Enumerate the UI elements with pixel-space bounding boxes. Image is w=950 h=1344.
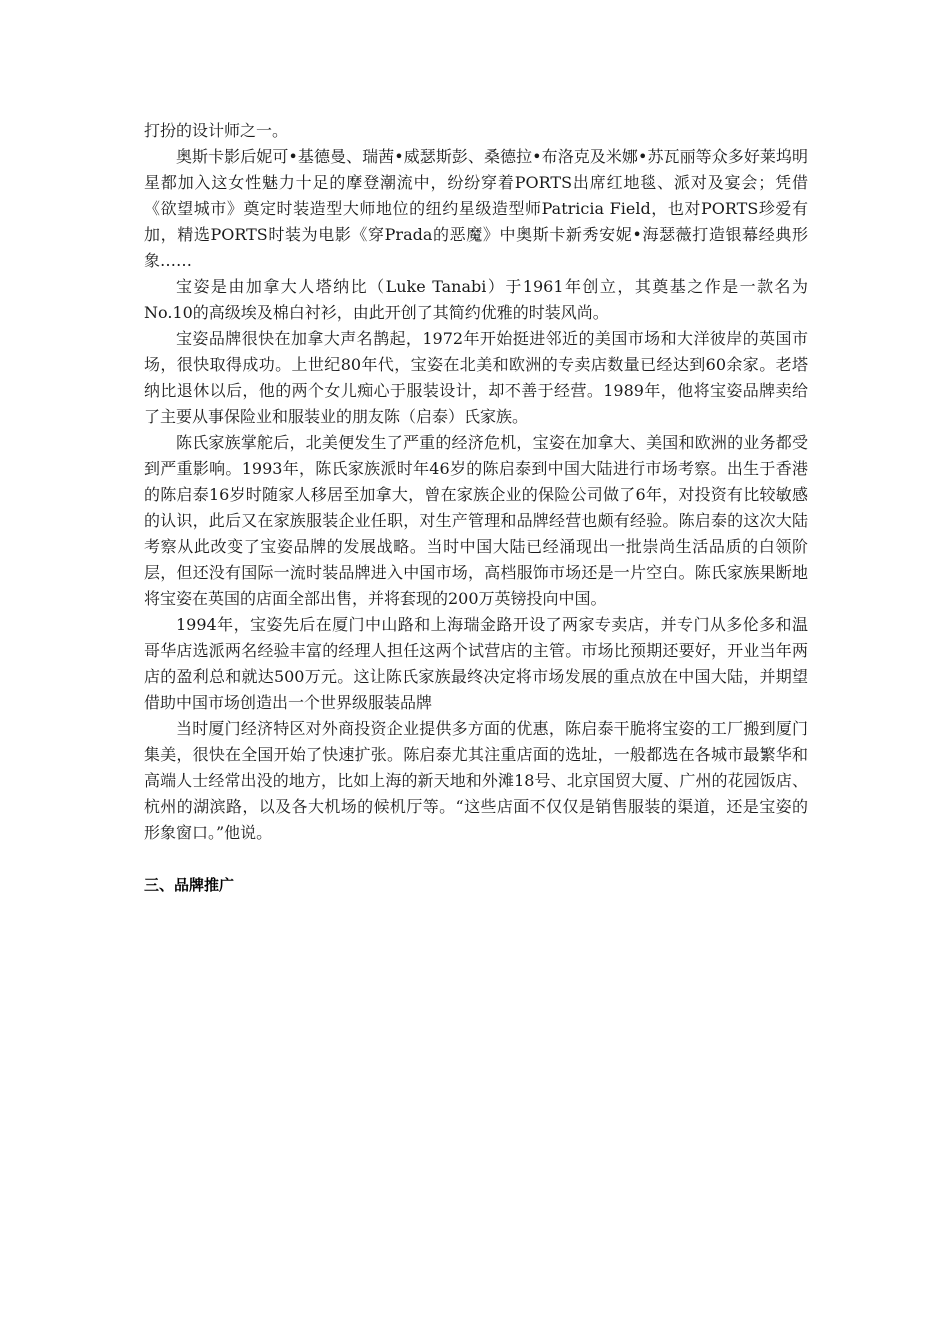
paragraph-founding: 宝姿是由加拿大人塔纳比（Luke Tanabi）于1961年创立，其奠基之作是一款名为No.10的高级埃及棉白衬衫，由此开创了其简约优雅的时装风尚。: [144, 277, 808, 322]
paragraph-early-growth: 宝姿品牌很快在加拿大声名鹊起，1972年开始挺进邻近的美国市场和大洋彼岸的英国市场，很快取得成功。上世纪80年代，宝姿在北美和欧洲的专卖店数量已经达到60余家。老塔纳比退休以后，他的两个女儿痴心于服装设计，却不善于经营。1989年，他将宝姿品牌卖给了主要从事保险业和服装业的朋友陈（启泰）氏家族。: [144, 329, 808, 426]
paragraph-xiamen-expansion: 当时厦门经济特区对外商投资企业提供多方面的优惠，陈启泰干脆将宝姿的工厂搬到厦门集美，很快在全国开始了快速扩张。陈启泰尤其注重店面的选址，一般都选在各城市最繁华和高端人士经常出没的地方，比如上海的新天地和外滩18号、北京国贸大厦、广州的花园饭店、杭州的湖滨路，以及各大机场的候机厅等。“这些店面不仅仅是销售服装的渠道，还是宝姿的形象窗口。”他说。: [144, 719, 808, 842]
section-heading: 三、品牌推广: [144, 876, 235, 894]
paragraph-hollywood-stars: 奥斯卡影后妮可•基德曼、瑞茜•威瑟斯彭、桑德拉•布洛克及米娜•苏瓦丽等众多好莱坞明星都加入这女性魅力十足的摩登潮流中，纷纷穿着PORTS出席红地毯、派对及宴会；凭借《欲望城市》奠定时装造型大师地位的纽约星级造型师Patricia Field，也对PORTS珍爱有加，精选PORTS时装为电影《穿Prada的恶魔》中奥斯卡新秀安妮•海瑟薇打造银幕经典形象……: [144, 147, 808, 270]
paragraph-chen-family: 陈氏家族掌舵后，北美便发生了严重的经济危机，宝姿在加拿大、美国和欧洲的业务都受到严重影响。1993年，陈氏家族派时年46岁的陈启泰到中国大陆进行市场考察。出生于香港的陈启泰16岁时随家人移居至加拿大，曾在家族企业的保险公司做了6年，对投资有比较敏感的认识，此后又在家族服装企业任职，对生产管理和品牌经营也颇有经验。陈启泰的这次大陆考察从此改变了宝姿品牌的发展战略。当时中国大陆已经涌现出一批崇尚生活品质的白领阶层，但还没有国际一流时装品牌进入中国市场，高档服饰市场还是一片空白。陈氏家族果断地将宝姿在英国的店面全部出售，并将套现的200万英镑投向中国。: [144, 433, 808, 608]
paragraph-continuation: 打扮的设计师之一。: [144, 121, 289, 140]
paragraph-china-entry: 1994年，宝姿先后在厦门中山路和上海瑞金路开设了两家专卖店，并专门从多伦多和温哥华店选派两名经验丰富的经理人担任这两个试营店的主管。市场比预期还要好，开业当年两店的盈利总和就达500万元。这让陈氏家族最终决定将市场发展的重点放在中国大陆，并期望借助中国市场创造出一个世界级服装品牌: [144, 615, 808, 712]
body-text: [144, 118, 808, 846]
